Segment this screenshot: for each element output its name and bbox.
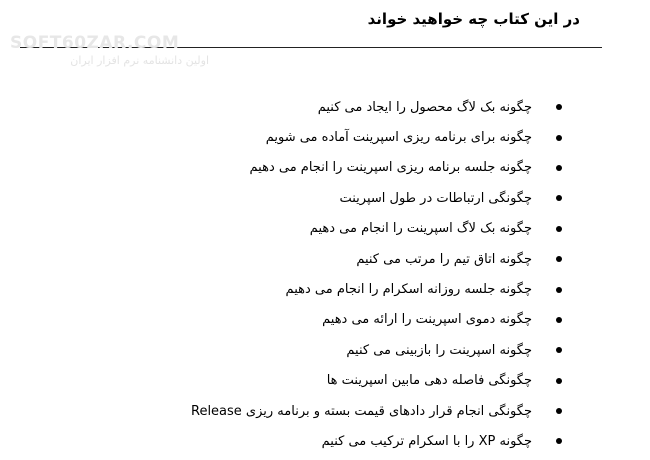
watermark-tagline: اولین دانشنامه نرم افزار ایران bbox=[70, 54, 209, 67]
bullet-icon bbox=[556, 226, 562, 232]
list-item bbox=[191, 153, 562, 183]
list-item bbox=[191, 366, 562, 396]
list-item-text: چگونگی فاصله دهی مابین اسپرینت ها bbox=[326, 373, 532, 389]
list-item bbox=[191, 244, 562, 274]
bullet-icon bbox=[556, 195, 562, 201]
list-item bbox=[191, 92, 562, 122]
list-item bbox=[191, 183, 562, 213]
list-item bbox=[191, 122, 562, 152]
watermark bbox=[10, 34, 215, 68]
list-item-text: چگونه برای برنامه ریزی اسپرینت آماده می شویم bbox=[265, 130, 532, 146]
list-item bbox=[191, 274, 562, 304]
list-item-text: چگونه بک لاگ اسپرینت را انجام می دهیم bbox=[309, 221, 532, 237]
bullet-icon bbox=[556, 104, 562, 110]
list-item-text: چگونه XP را با اسکرام ترکیب می کنیم bbox=[321, 433, 532, 449]
bullet-icon bbox=[556, 317, 562, 323]
bullet-icon bbox=[556, 438, 562, 444]
page-title: در این کتاب چه خواهید خواند bbox=[367, 10, 580, 28]
bullet-icon bbox=[556, 135, 562, 141]
list-item-text: چگونه دموی اسپرینت را ارائه می دهیم bbox=[322, 312, 532, 328]
bullet-icon bbox=[556, 347, 562, 353]
contents-list bbox=[191, 92, 562, 457]
bullet-icon bbox=[556, 256, 562, 262]
list-item-text: چگونه اتاق تیم را مرتب می کنیم bbox=[356, 251, 532, 267]
list-item-text: چگونگی انجام قرار دادهای قیمت بسته و برنامه ریزی Release bbox=[191, 403, 532, 419]
list-item bbox=[191, 305, 562, 335]
list-item bbox=[191, 214, 562, 244]
watermark-brand: SOFT60ZAR.COM bbox=[10, 33, 180, 53]
list-item-text: چگونه بک لاگ محصول را ایجاد می کنیم bbox=[317, 99, 532, 115]
list-item bbox=[191, 396, 562, 426]
title-divider bbox=[20, 47, 602, 48]
bullet-icon bbox=[556, 408, 562, 414]
bullet-icon bbox=[556, 287, 562, 293]
list-item bbox=[191, 426, 562, 456]
list-item-text: چگونه جلسه روزانه اسکرام را انجام می دهیم bbox=[285, 282, 532, 298]
list-item-text: چگونه اسپرینت را بازبینی می کنیم bbox=[346, 342, 532, 358]
list-item bbox=[191, 335, 562, 365]
bullet-icon bbox=[556, 165, 562, 171]
bullet-icon bbox=[556, 378, 562, 384]
list-item-text: چگونگی ارتباطات در طول اسپرینت bbox=[339, 190, 532, 206]
list-item-text: چگونه جلسه برنامه ریزی اسپرینت را انجام می دهیم bbox=[249, 160, 532, 176]
